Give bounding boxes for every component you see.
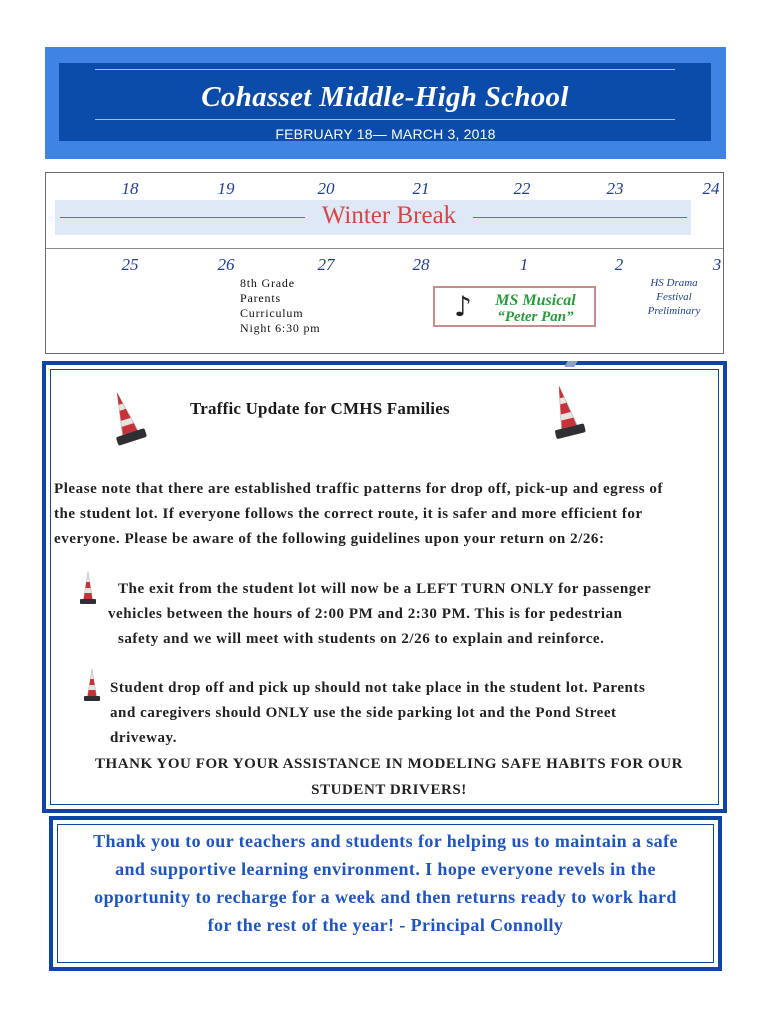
paragraph-line: the student lot. If everyone follows the correct route, it is safer and more efficient for bbox=[54, 506, 643, 522]
day-number: 3 bbox=[712, 255, 722, 274]
traffic-cone-bullet-icon bbox=[82, 668, 102, 704]
paragraph-line: STUDENT DRIVERS! bbox=[311, 782, 467, 798]
day-number: 26 bbox=[217, 255, 235, 274]
date-range: FEBRUARY 18— MARCH 3, 2018 bbox=[275, 126, 496, 142]
event-line: Festival bbox=[656, 291, 692, 303]
day-number: 22 bbox=[513, 179, 531, 198]
day-number: 19 bbox=[217, 179, 235, 198]
traffic-guideline-left-turn bbox=[108, 577, 708, 652]
ms-musical-subtitle: “Peter Pan” bbox=[497, 309, 574, 325]
day-number: 23 bbox=[606, 179, 624, 198]
header-rule-bottom bbox=[95, 119, 675, 120]
paragraph-line: Please note that there are established traffic patterns for drop off, pick-up and egress of bbox=[54, 481, 664, 497]
day-number: 2 bbox=[614, 255, 624, 274]
paragraph-line: Thank you to our teachers and students for helping us to maintain a safe bbox=[93, 831, 678, 851]
traffic-cone-icon bbox=[102, 389, 152, 451]
traffic-intro-paragraph bbox=[54, 477, 724, 552]
paragraph-line: The exit from the student lot will now be a LEFT TURN ONLY for passenger bbox=[118, 581, 652, 597]
traffic-thank-you bbox=[54, 751, 724, 803]
paragraph-line: and caregivers should ONLY use the side parking lot and the Pond Street bbox=[110, 705, 617, 721]
music-note-icon: ♪ bbox=[454, 290, 472, 323]
winter-break-line-left bbox=[60, 217, 305, 218]
principal-message-box bbox=[49, 816, 722, 971]
calendar bbox=[45, 172, 724, 354]
header-rule-top bbox=[95, 69, 675, 70]
event-line: 8th Grade bbox=[240, 276, 295, 290]
traffic-cone-bullet-icon bbox=[78, 571, 98, 607]
event-line: Night 6:30 pm bbox=[240, 321, 321, 335]
day-number: 24 bbox=[702, 179, 720, 198]
event-line: HS Drama bbox=[650, 277, 698, 289]
paragraph-line: Student drop off and pick up should not take place in the student lot. Parents bbox=[110, 680, 646, 696]
paragraph-line: vehicles between the hours of 2:00 PM and 2:30 PM. This is for pedestrian bbox=[108, 606, 623, 622]
traffic-update-box bbox=[42, 361, 727, 813]
traffic-guideline-drop-off bbox=[110, 676, 710, 751]
ms-musical-event bbox=[433, 286, 596, 327]
event-line: Preliminary bbox=[647, 305, 701, 317]
paragraph-line: opportunity to recharge for a week and then returns ready to work hard bbox=[94, 887, 677, 907]
day-number: 25 bbox=[121, 255, 139, 274]
event-line: Parents bbox=[240, 291, 281, 305]
principal-message bbox=[63, 827, 708, 939]
paragraph-line: everyone. Please be aware of the following guidelines upon your return on 2/26: bbox=[54, 531, 605, 547]
paragraph-line: for the rest of the year! - Principal Connolly bbox=[207, 915, 564, 935]
winter-break-banner bbox=[55, 200, 691, 235]
winter-break-line-right bbox=[473, 217, 687, 218]
traffic-cone-icon bbox=[542, 383, 592, 445]
ms-musical-title: MS Musical bbox=[495, 292, 576, 309]
day-number: 28 bbox=[412, 255, 430, 274]
school-name: Cohasset Middle-High School bbox=[201, 81, 569, 113]
hs-drama-festival-event bbox=[640, 276, 708, 318]
newsletter-header bbox=[45, 47, 726, 159]
paragraph-line: and supportive learning environment. I hope everyone revels in the bbox=[115, 859, 656, 879]
paragraph-line: safety and we will meet with students on 2/26 to explain and reinforce. bbox=[118, 631, 605, 647]
day-number: 20 bbox=[317, 179, 335, 198]
day-number: 21 bbox=[412, 179, 430, 198]
paragraph-line: driveway. bbox=[110, 730, 178, 746]
event-line: Curriculum bbox=[240, 306, 304, 320]
corner-mark bbox=[564, 361, 577, 367]
paragraph-line: THANK YOU FOR YOUR ASSISTANCE IN MODELING SAFE HABITS FOR OUR bbox=[94, 756, 684, 772]
day-number: 18 bbox=[121, 179, 139, 198]
winter-break-label: Winter Break bbox=[321, 202, 457, 229]
calendar-week-divider bbox=[46, 248, 723, 249]
day-number: 1 bbox=[519, 255, 529, 274]
event-8th-grade-curriculum-night bbox=[240, 276, 320, 336]
traffic-update-title: Traffic Update for CMHS Families bbox=[190, 399, 450, 418]
day-number: 27 bbox=[317, 255, 335, 274]
